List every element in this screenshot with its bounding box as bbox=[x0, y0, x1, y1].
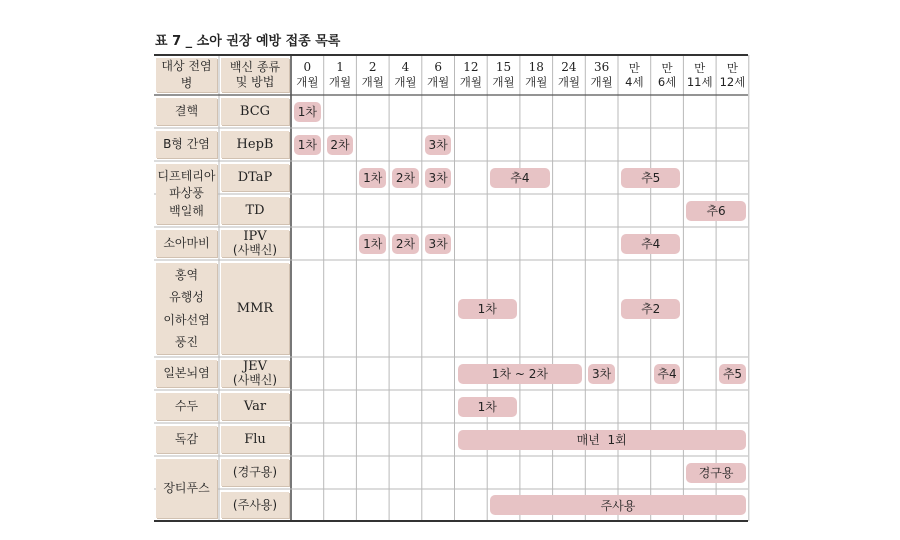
header-age-7 bbox=[520, 57, 553, 93]
dose-label: 추4 bbox=[641, 237, 661, 251]
disease-label bbox=[156, 98, 217, 125]
vaccine-label bbox=[221, 459, 289, 486]
disease-label-line: 유행성 bbox=[169, 290, 204, 305]
age-number: 만 bbox=[628, 60, 640, 75]
age-number: 4 bbox=[401, 60, 410, 75]
vaccine-label-line: BCG bbox=[239, 103, 271, 119]
dose-label: 3차 bbox=[428, 171, 448, 185]
vaccine-label bbox=[221, 131, 289, 158]
dose-label: 2차 bbox=[330, 138, 350, 152]
dose-label: 주사용 bbox=[600, 498, 636, 513]
vaccine-label bbox=[221, 230, 289, 257]
dose-bar bbox=[686, 463, 745, 483]
age-number: 2 bbox=[368, 60, 377, 75]
age-unit: 개월 bbox=[492, 75, 515, 90]
dose-bar bbox=[621, 299, 680, 319]
vaccine-label-line: (사백신) bbox=[232, 373, 278, 388]
dose-label: 경구용 bbox=[698, 466, 734, 480]
dose-label: 2차 bbox=[395, 237, 416, 251]
disease-label-line: 일본뇌염 bbox=[163, 365, 210, 380]
vaccine-label bbox=[221, 426, 289, 453]
dose-label: 3차 bbox=[428, 237, 448, 251]
age-number: 1 bbox=[336, 60, 344, 75]
dose-bar bbox=[294, 102, 321, 122]
dose-bar bbox=[458, 299, 517, 319]
vaccine-label bbox=[221, 197, 289, 224]
dose-bar bbox=[425, 168, 452, 188]
header-age-9 bbox=[585, 57, 618, 93]
age-unit: 11세 bbox=[686, 75, 713, 89]
disease-label-line: 디프테리아 bbox=[157, 168, 216, 183]
vaccine-label bbox=[221, 164, 289, 191]
disease-label bbox=[156, 164, 217, 224]
header-age-6 bbox=[487, 57, 520, 93]
vaccine-label bbox=[221, 98, 289, 125]
header-age-0 bbox=[291, 57, 324, 93]
dose-bar bbox=[425, 135, 452, 155]
header-vaccine-col bbox=[221, 58, 289, 92]
dose-bar bbox=[425, 234, 452, 254]
dose-bar bbox=[359, 168, 386, 188]
header-age-13 bbox=[716, 57, 749, 93]
dose-bar bbox=[654, 364, 681, 384]
header-age-3 bbox=[389, 57, 422, 93]
dose-label: 추5 bbox=[641, 171, 661, 185]
header-age-5 bbox=[455, 57, 488, 93]
age-unit: 개월 bbox=[525, 75, 548, 90]
disease-label-line: 결핵 bbox=[174, 103, 199, 118]
dose-bar bbox=[719, 364, 746, 384]
vaccine-label bbox=[221, 263, 289, 354]
dose-bar bbox=[458, 364, 583, 384]
header-age-4 bbox=[422, 57, 455, 93]
dose-label: 1차 bbox=[363, 237, 383, 251]
vaccine-label-line: (경구용) bbox=[232, 465, 278, 480]
disease-label bbox=[156, 426, 217, 453]
vaccine-label bbox=[221, 360, 289, 387]
dose-label: 1차 ~ 2차 bbox=[491, 367, 548, 381]
dose-label: 2차 bbox=[395, 171, 416, 185]
age-unit: 개월 bbox=[459, 75, 482, 90]
disease-label bbox=[156, 393, 217, 420]
header-age-11 bbox=[651, 57, 684, 93]
dose-bar bbox=[392, 234, 419, 254]
dose-bar bbox=[621, 168, 680, 188]
header-age-1 bbox=[324, 57, 357, 93]
age-number: 만 bbox=[726, 60, 738, 75]
disease-label-line: 파상풍 bbox=[169, 186, 204, 201]
age-unit: 12세 bbox=[719, 75, 746, 89]
header-age-10 bbox=[618, 57, 651, 93]
dose-label: 1차 bbox=[477, 400, 497, 414]
age-unit: 개월 bbox=[557, 75, 581, 90]
dose-bar bbox=[392, 168, 419, 188]
dose-bar bbox=[588, 364, 615, 384]
age-number: 6 bbox=[434, 60, 442, 75]
dose-bar bbox=[621, 234, 680, 254]
age-unit: 개월 bbox=[328, 75, 352, 90]
dose-bar bbox=[327, 135, 354, 155]
dose-label: 3차 bbox=[592, 367, 612, 381]
dose-label: 1차 bbox=[297, 105, 317, 119]
dose-label: 추2 bbox=[641, 302, 661, 316]
age-number: 12 bbox=[463, 60, 479, 75]
dose-label: 매년 1회 bbox=[576, 433, 627, 447]
age-number: 24 bbox=[561, 60, 577, 75]
vaccine-label-line: (사백신) bbox=[232, 243, 278, 258]
age-number: 0 bbox=[303, 60, 312, 75]
dose-bar bbox=[458, 397, 517, 417]
header-age-2 bbox=[356, 57, 389, 93]
table-title: 표 7 _ 소아 권장 예방 접종 목록 bbox=[155, 34, 341, 49]
disease-label-line: 홍역 bbox=[174, 268, 199, 283]
dose-bar bbox=[490, 495, 746, 515]
header-vaccine-label: 백신 종류 bbox=[229, 60, 281, 74]
vaccine-label bbox=[221, 492, 289, 518]
disease-label-line: 수두 bbox=[174, 398, 199, 413]
header-disease-label: 대상 전염병 bbox=[161, 58, 212, 90]
age-unit: 개월 bbox=[590, 75, 613, 90]
age-number: 18 bbox=[528, 60, 544, 75]
dose-label: 3차 bbox=[428, 138, 448, 152]
disease-label bbox=[156, 360, 217, 387]
dose-label: 추5 bbox=[722, 367, 743, 381]
age-number: 36 bbox=[594, 60, 610, 75]
age-number: 15 bbox=[495, 60, 512, 75]
disease-label-line: B형 간염 bbox=[163, 136, 210, 151]
vaccine-label-line: (주사용) bbox=[232, 497, 278, 512]
dose-label: 추4 bbox=[510, 171, 530, 185]
header-age-12 bbox=[683, 57, 716, 93]
vaccine-label-line: IPV bbox=[243, 229, 267, 245]
header-age-8 bbox=[553, 57, 586, 93]
age-number: 만 bbox=[661, 60, 673, 75]
disease-label-line: 소아마비 bbox=[163, 235, 210, 250]
disease-label bbox=[156, 263, 217, 354]
vaccine-label bbox=[221, 393, 289, 420]
age-number: 만 bbox=[694, 60, 706, 75]
dose-bar bbox=[294, 135, 321, 155]
age-unit: 개월 bbox=[296, 75, 319, 90]
disease-label-line: 백일해 bbox=[169, 203, 204, 218]
dose-label: 1차 bbox=[297, 138, 317, 152]
dose-label: 1차 bbox=[477, 302, 497, 316]
disease-label-line: 장티푸스 bbox=[163, 480, 210, 495]
vaccine-label-line: TD bbox=[245, 202, 265, 218]
vaccine-label-line: DTaP bbox=[237, 169, 273, 185]
disease-label bbox=[156, 459, 217, 518]
dose-bar bbox=[490, 168, 549, 188]
dose-bar bbox=[686, 201, 745, 221]
vaccine-label-line: Flu bbox=[244, 431, 266, 447]
disease-label bbox=[156, 230, 217, 257]
dose-bar bbox=[359, 234, 386, 254]
dose-label: 1차 bbox=[363, 171, 383, 185]
disease-label-line: 독감 bbox=[174, 431, 199, 446]
age-unit: 6세 bbox=[657, 75, 677, 89]
disease-label-line: 풍진 bbox=[174, 334, 199, 349]
disease-label-line: 이하선염 bbox=[163, 312, 210, 327]
age-unit: 개월 bbox=[394, 75, 417, 90]
header-vaccine-label: 및 방법 bbox=[235, 75, 275, 89]
age-unit: 4세 bbox=[625, 75, 644, 89]
vaccine-label-line: Var bbox=[243, 398, 267, 414]
age-unit: 개월 bbox=[427, 75, 450, 90]
age-unit: 개월 bbox=[361, 75, 384, 90]
vaccine-label-line: HepB bbox=[236, 136, 274, 152]
dose-label: 추6 bbox=[706, 204, 726, 218]
dose-bar bbox=[458, 430, 746, 450]
header-disease-col bbox=[156, 58, 217, 92]
disease-label bbox=[156, 131, 217, 158]
vaccine-label-line: MMR bbox=[236, 300, 274, 316]
vaccine-label-line: JEV bbox=[242, 359, 268, 375]
dose-label: 추4 bbox=[657, 367, 677, 381]
